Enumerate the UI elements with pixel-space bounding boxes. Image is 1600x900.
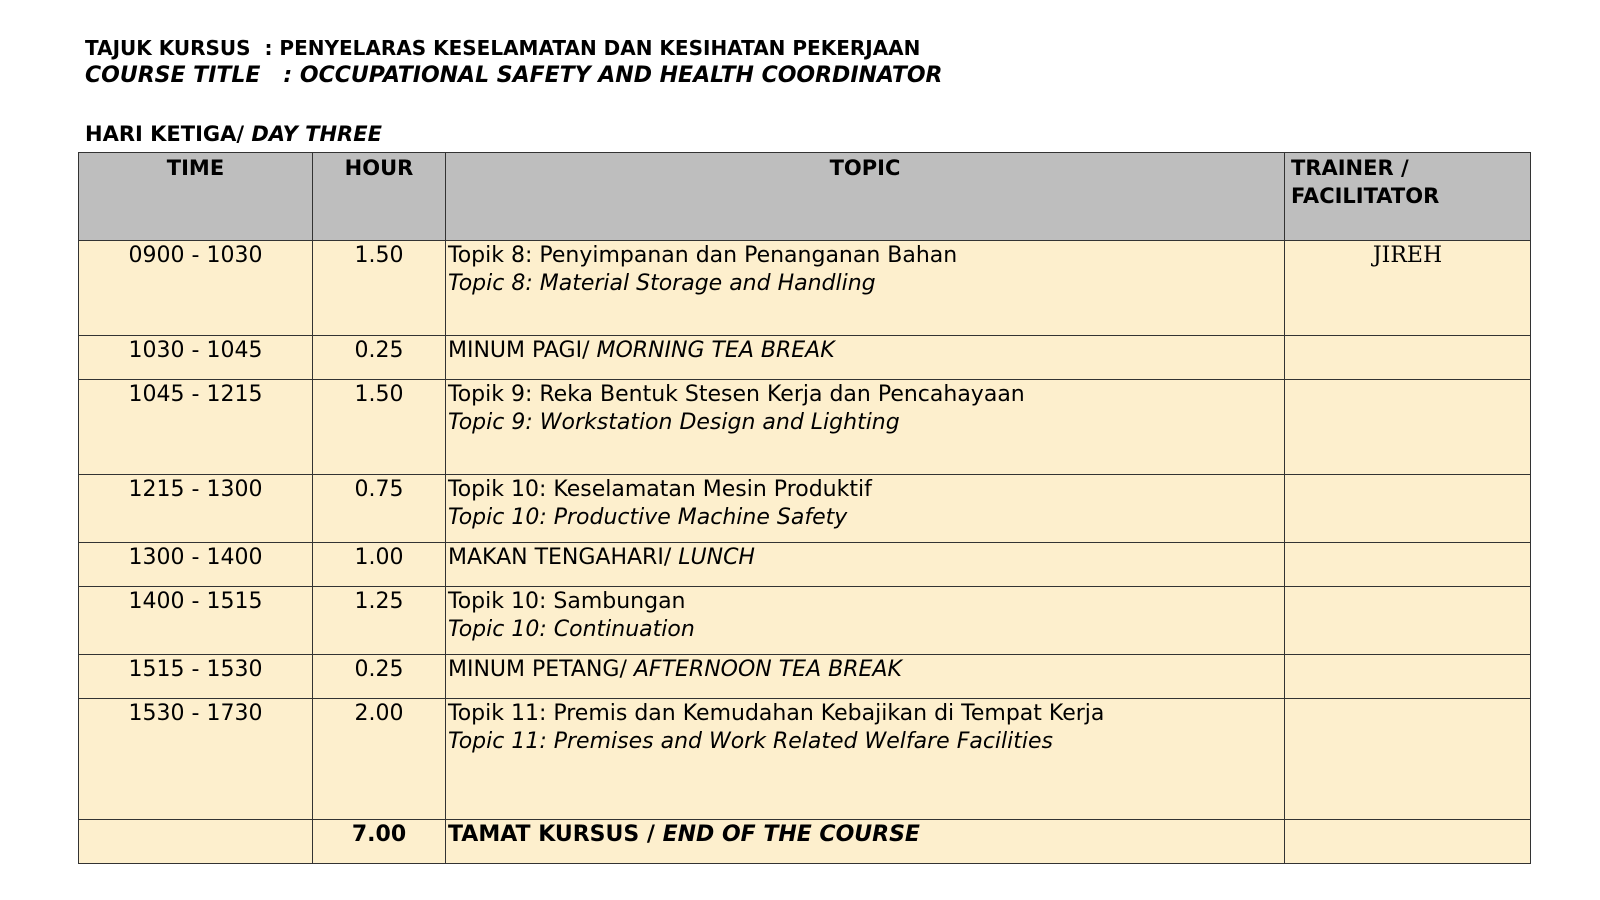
topic-cell	[446, 543, 1285, 587]
day-label-malay: HARI KETIGA/	[85, 122, 252, 146]
topic-cell	[446, 655, 1285, 699]
trainer-cell: JIREH	[1285, 241, 1531, 336]
topic-english: LUNCH	[678, 545, 755, 570]
table-row	[79, 475, 1531, 543]
total-hour-cell: 7.00	[313, 820, 446, 864]
column-header-trainer-line1: TRAINER /	[1291, 156, 1409, 180]
topic-malay: Topik 11: Premis dan Kemudahan Kebajikan di Tempat Kerja	[448, 701, 1105, 726]
topic-cell	[446, 241, 1285, 336]
time-cell: 1030 - 1045	[79, 336, 313, 380]
hour-cell: 1.00	[313, 543, 446, 587]
trainer-cell	[1285, 587, 1531, 655]
day-heading	[85, 120, 382, 148]
table-row	[79, 699, 1531, 820]
topic-cell	[446, 587, 1285, 655]
time-cell: 1530 - 1730	[79, 699, 313, 820]
topic-malay: MINUM PAGI/	[448, 338, 597, 363]
end-label-malay: TAMAT KURSUS /	[448, 822, 663, 847]
topic-malay: Topik 10: Sambungan	[448, 589, 686, 614]
trainer-cell	[1285, 475, 1531, 543]
hour-cell: 1.25	[313, 587, 446, 655]
hour-cell: 1.50	[313, 241, 446, 336]
table-row	[79, 380, 1531, 475]
topic-malay: Topik 8: Penyimpanan dan Penanganan Bahan	[448, 243, 958, 268]
topic-malay: Topik 10: Keselamatan Mesin Produktif	[448, 477, 872, 502]
topic-english: Topic 10: Continuation	[448, 617, 695, 642]
table-header-row	[79, 153, 1531, 241]
course-title-english: COURSE TITLE : OCCUPATIONAL SAFETY AND HEALTH COORDINATOR	[85, 63, 943, 88]
end-label-english: END OF THE COURSE	[662, 822, 920, 847]
table-row	[79, 543, 1531, 587]
trainer-cell	[1285, 655, 1531, 699]
column-header-trainer	[1285, 153, 1531, 241]
hour-cell: 1.50	[313, 380, 446, 475]
time-cell: 1215 - 1300	[79, 475, 313, 543]
hour-cell: 0.25	[313, 655, 446, 699]
course-title-malay: TAJUK KURSUS : PENYELARAS KESELAMATAN DAN KESIHATAN PEKERJAAN	[85, 36, 921, 60]
column-header-topic: TOPIC	[446, 153, 1285, 241]
hour-cell: 0.25	[313, 336, 446, 380]
column-header-trainer-line2: FACILITATOR	[1291, 184, 1440, 208]
topic-cell	[446, 380, 1285, 475]
topic-cell	[446, 699, 1285, 820]
column-header-time: TIME	[79, 153, 313, 241]
topic-malay: MAKAN TENGAHARI/	[448, 545, 679, 570]
column-header-hour: HOUR	[313, 153, 446, 241]
total-time-cell	[79, 820, 313, 864]
trainer-cell	[1285, 380, 1531, 475]
time-cell: 0900 - 1030	[79, 241, 313, 336]
topic-cell	[446, 336, 1285, 380]
topic-english: Topic 9: Workstation Design and Lighting	[448, 410, 900, 435]
topic-malay: Topik 9: Reka Bentuk Stesen Kerja dan Pencahayaan	[448, 382, 1025, 407]
trainer-cell	[1285, 543, 1531, 587]
total-trainer-cell	[1285, 820, 1531, 864]
topic-malay: MINUM PETANG/	[448, 657, 634, 682]
topic-english: Topic 8: Material Storage and Handling	[448, 271, 876, 296]
trainer-cell	[1285, 699, 1531, 820]
time-cell: 1400 - 1515	[79, 587, 313, 655]
time-cell: 1045 - 1215	[79, 380, 313, 475]
hour-cell: 2.00	[313, 699, 446, 820]
time-cell: 1515 - 1530	[79, 655, 313, 699]
topic-english: MORNING TEA BREAK	[596, 338, 835, 363]
table-row	[79, 655, 1531, 699]
time-cell: 1300 - 1400	[79, 543, 313, 587]
trainer-cell	[1285, 336, 1531, 380]
table-row	[79, 336, 1531, 380]
topic-english: Topic 11: Premises and Work Related Welfare Facilities	[448, 729, 1053, 754]
topic-english: AFTERNOON TEA BREAK	[633, 657, 902, 682]
course-header	[85, 34, 942, 90]
table-row	[79, 587, 1531, 655]
total-row	[79, 820, 1531, 864]
end-of-course-cell	[446, 820, 1285, 864]
topic-english: Topic 10: Productive Machine Safety	[448, 505, 848, 530]
topic-cell	[446, 475, 1285, 543]
table-row	[79, 241, 1531, 336]
hour-cell: 0.75	[313, 475, 446, 543]
schedule-table	[78, 152, 1531, 864]
day-label-english: DAY THREE	[251, 122, 382, 146]
